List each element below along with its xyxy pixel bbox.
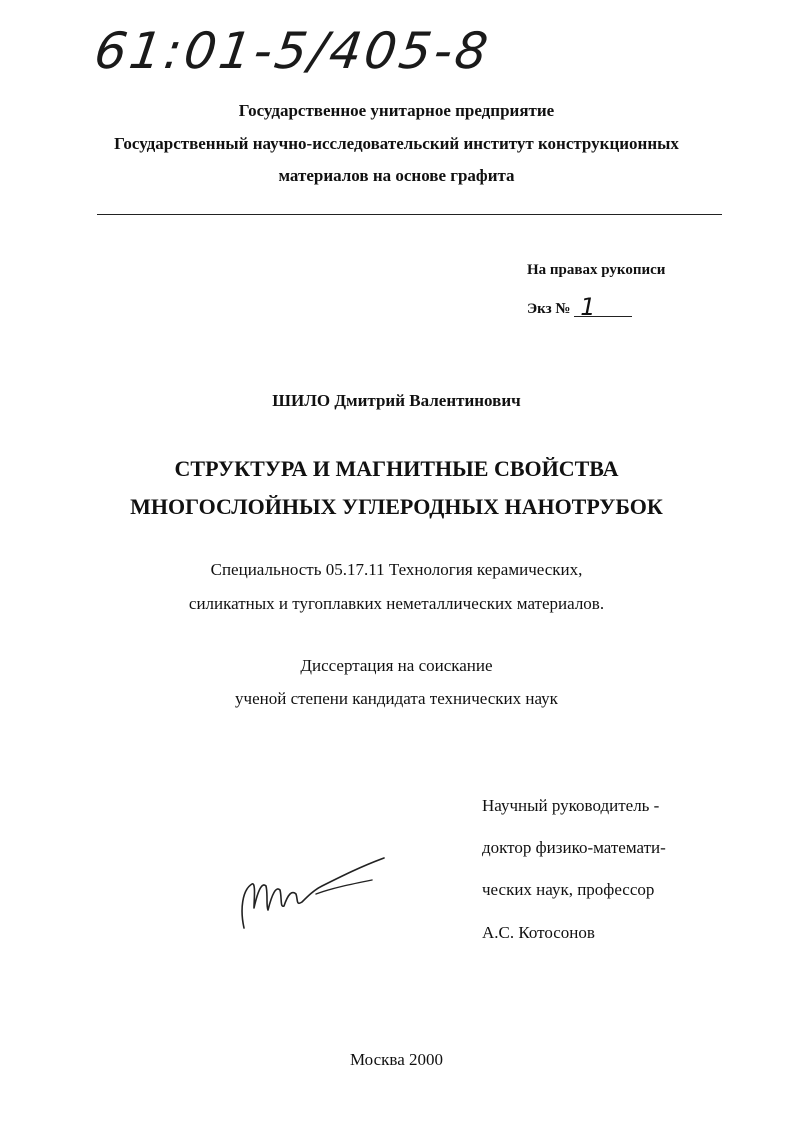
specialty-line-2: силикатных и тугоплавких неметаллических материалов. [188,594,605,613]
supervisor-line-3: ческих наук, профессор [482,880,655,899]
specialty-line-1: Специальность 05.17.11 Технология керамических, [210,560,583,579]
handwritten-archive-code: 61:01-5/405-8 [90,22,495,80]
author-name: ШИЛО Дмитрий Валентинович [272,391,521,410]
copy-number-field [527,293,632,321]
title-line-2: МНОГОСЛОЙНЫХ УГЛЕРОДНЫХ НАНОТРУБОК [130,494,663,519]
org-line-2: Государственный научно-исследовательский институт конструкционных [114,134,679,153]
copy-label: Экз № [527,301,571,317]
supervisor-line-1: Научный руководитель - [482,796,660,815]
dissertation-line-2: ученой степени кандидата технических наук [235,689,558,708]
org-line-1: Государственное унитарное предприятие [238,101,555,120]
supervisor-line-2: доктор физико-математи- [482,838,666,857]
city-year: Москва 2000 [349,1050,444,1069]
signature-image [232,850,392,940]
dissertation-line-1: Диссертация на соискание [300,656,493,675]
title-line-1: СТРУКТУРА И МАГНИТНЫЕ СВОЙСТВА [174,456,619,481]
copy-number: 1 [574,298,632,317]
org-line-3: материалов на основе графита [278,166,515,185]
rights-label: На правах рукописи [527,262,666,278]
supervisor-line-4: А.С. Котосонов [482,923,595,942]
header-divider [97,214,722,215]
